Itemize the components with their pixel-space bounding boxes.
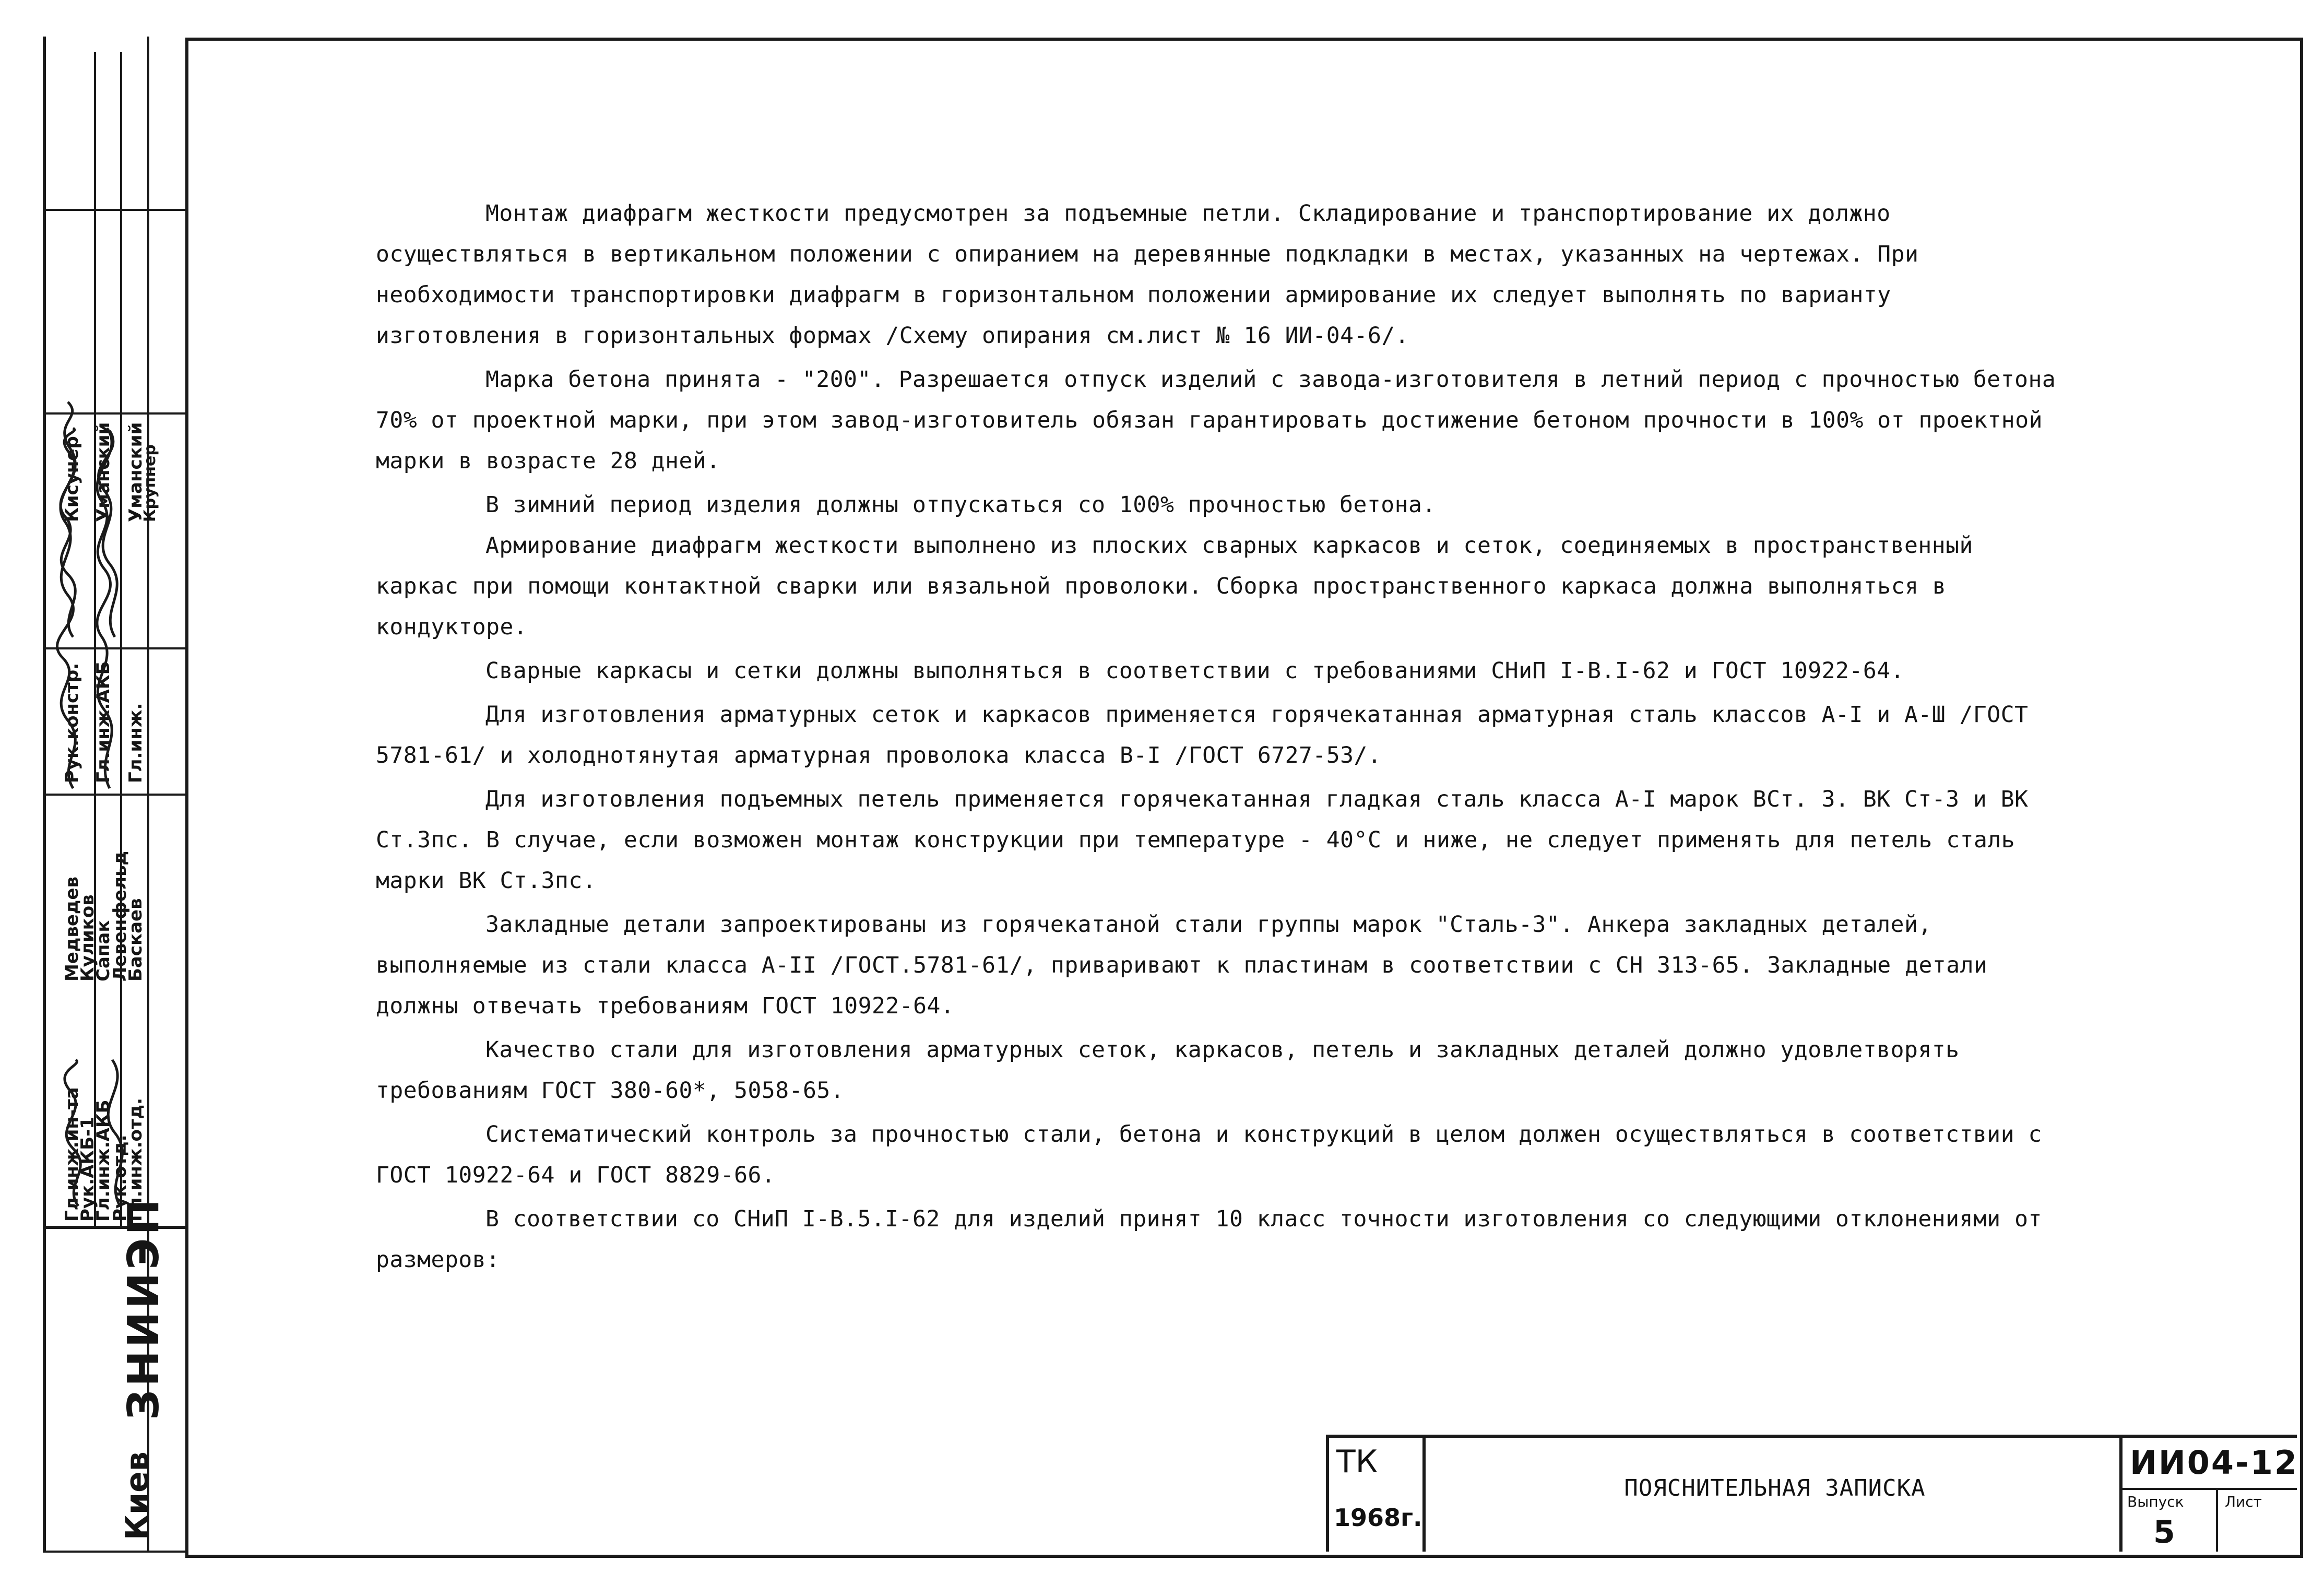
stamp-name: Сапак: [93, 920, 114, 981]
list-label: Лист: [2225, 1493, 2262, 1510]
title-block-line: [1326, 1435, 2297, 1438]
stamp-name: Крупнер: [141, 444, 159, 522]
paragraph: В зимний период изделия должны отпускаться со 100% прочностью бетона.: [485, 492, 1436, 518]
paragraph: Закладные детали запроектированы из горячекатаной стали группы марок "Сталь-3". Анкера закладных деталей, выполняемые из стали класса А-II /ГОСТ.5781-61/, приваривают к пластинам в соответствии с СН 313-65. Закладные детали должны отвечать требованиям ГОСТ 10922-64.: [376, 912, 1988, 1019]
paragraph: В соответствии со СНиП I-В.5.I-62 для изделий принят 10 класс точности изготовления со следующими отклонениями от размеров:: [376, 1206, 2042, 1273]
org-code: ТК: [1336, 1444, 1378, 1480]
stamp-role: Гл.инж.: [125, 703, 146, 783]
side-line: [43, 1551, 187, 1553]
year: 1968г.: [1334, 1504, 1422, 1532]
stamp-name: Баскаев: [125, 898, 146, 981]
side-line: [43, 209, 187, 211]
signature-scribble: [52, 1055, 146, 1211]
stamp-name: Куликов: [77, 894, 98, 981]
title-block-line: [2119, 1488, 2297, 1490]
title-block-line: [1422, 1435, 1426, 1552]
paragraph: Армирование диафрагм жесткости выполнено из плоских сварных каркасов и сеток, соединяемых в пространственный каркас при помощи контактной сварки или вязальной проволоки. Сборка пространственного каркаса должна выполняться в кондукторе.: [376, 533, 1973, 640]
title-block-line: [1326, 1435, 1329, 1552]
title-block-line: [2119, 1435, 2123, 1552]
vypusk-value: 5: [2153, 1514, 2175, 1551]
signature-scribble: [52, 423, 146, 642]
stamp-name: Кисунер: [62, 436, 82, 522]
stamp-role: Рук.отд.: [110, 1134, 131, 1222]
sheet-title: ПОЯСНИТЕЛЬНАЯ ЗАПИСКА: [1624, 1475, 1926, 1501]
paragraph: Для изготовления подъемных петель применяется горячекатанная гладкая сталь класса А-I марок ВСт. 3. ВК Ст-3 и ВК Ст.3пс. В случае, если возможен монтаж конструкции при температуре - 40°С и ниже, не следует применять для петель сталь марки ВК Ст.3пс.: [376, 786, 2029, 894]
stamp-org: ЗНИИЭП: [119, 1196, 169, 1420]
paragraph: Монтаж диафрагм жесткости предусмотрен за подъемные петли. Складирование и транспортирование их должно осуществляться в вертикальном положении с опиранием на деревянные подкладки в местах, указанных на чертежах. При необходимости транспортировки диафрагм в горизонтальном положении армирование их следует выполнять по варианту изготовления в горизонтальных формах /Схему опирания см.лист № 16 ИИ-04-6/.: [376, 200, 1919, 349]
side-line: [43, 794, 187, 796]
stamp-name: Уманский: [93, 422, 114, 522]
document-body: [376, 193, 2067, 1283]
paragraph: Марка бетона принята - "200". Разрешается отпуск изделий с завода-изготовителя в летний период с прочностью бетона 70% от проектной марки, при этом завод-изготовитель обязан гарантировать достижение бетоном прочности в 100% от проектной марки в возрасте 28 дней.: [376, 366, 2056, 474]
paragraph: Сварные каркасы и сетки должны выполняться в соответствии с требованиями СНиП I-В.I-62 и ГОСТ 10922-64.: [485, 658, 1904, 684]
stamp-role: Гл.инж.отд.: [125, 1098, 146, 1222]
stamp-city: Киев: [119, 1451, 156, 1540]
stamp-role: Гл.инж.ин-та: [62, 1087, 82, 1222]
paragraph: Систематический контроль за прочностью стали, бетона и конструкций в целом должен осуществляться в соответствии с ГОСТ 10922-64 и ГОСТ 8829-66.: [376, 1121, 2042, 1188]
title-block-line: [2216, 1488, 2218, 1552]
stamp-role: Гл.инж.АКБ: [93, 1099, 114, 1222]
paragraph: Качество стали для изготовления арматурных сеток, каркасов, петель и закладных деталей должно удовлетворять требованиям ГОСТ 380-60*, 5058-65.: [376, 1037, 1960, 1104]
vypusk-label: Выпуск: [2127, 1493, 2184, 1510]
stamp-name: Уманский: [125, 422, 146, 522]
stamp-role: Рук.АКБ-1: [77, 1117, 98, 1222]
stamp-name: Левенфельд: [110, 850, 131, 981]
paragraph: Для изготовления арматурных сеток и каркасов применяется горячекатанная арматурная сталь классов А-I и А-Ш /ГОСТ 5781-61/ и холоднотянутая арматурная проволока класса В-I /ГОСТ 6727-53/.: [376, 702, 2029, 768]
stamp-role: Гл.инж.АКБ: [93, 661, 114, 783]
stamp-role: Рук.констр.: [62, 663, 82, 783]
stamp-name: Медведев: [62, 877, 82, 981]
series-code: ИИ04-12: [2130, 1444, 2299, 1482]
